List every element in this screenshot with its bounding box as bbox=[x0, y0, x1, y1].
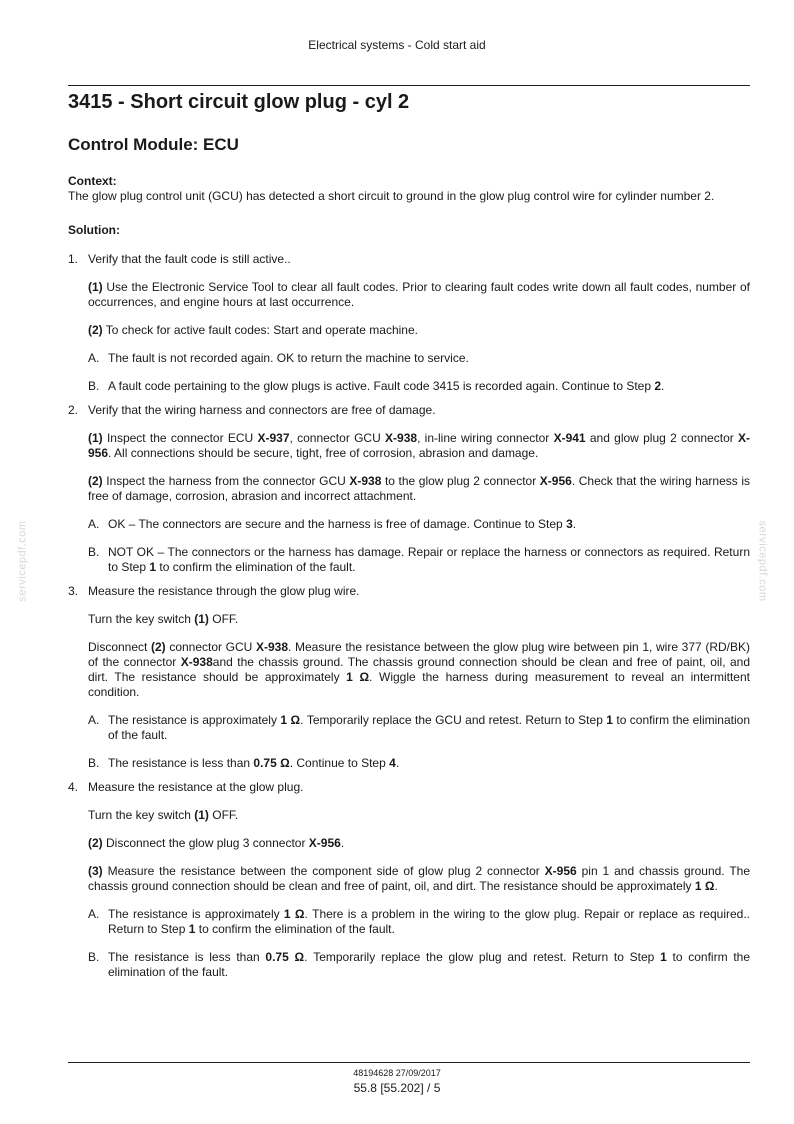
step-number: 3. bbox=[68, 584, 79, 598]
step-4-instruction-1: Turn the key switch (1) OFF. bbox=[88, 808, 239, 822]
step-1-instruction-2: (2) To check for active fault codes: Start and operate machine. bbox=[88, 323, 418, 337]
control-module-heading: Control Module: ECU bbox=[68, 135, 239, 154]
step-4-option-a: A. The resistance is approximately 1 Ω. There is a problem in the wiring to the glow plug. Repair or replace as required.. Return to Step 1 to confirm the elimination of the fault. bbox=[88, 907, 751, 936]
watermark-left: servicepdf.com bbox=[16, 520, 29, 602]
step-2-option-b: B. NOT OK – The connectors or the harness has damage. Repair or replace the harness or connectors as required. Return to Step 1 to confirm the elimination of the fault. bbox=[88, 545, 750, 574]
step-3-option-a: A. The resistance is approximately 1 Ω. Temporarily replace the GCU and retest. Return to Step 1 to confirm the elimination of the fault. bbox=[88, 713, 750, 742]
step-text: Measure the resistance through the glow plug wire. bbox=[88, 584, 360, 598]
step-text: Verify that the wiring harness and connectors are free of damage. bbox=[88, 403, 436, 417]
step-2 bbox=[68, 403, 750, 418]
step-4-instruction-3: (3) Measure the resistance between the component side of glow plug 2 connector X-956 pin 1 and chassis ground. The chassis ground connection should be clean and free of paint, oil, and dirt. The resistance should be approximately 1 Ω. bbox=[88, 864, 751, 893]
step-2-instruction-1: (1) Inspect the connector ECU X-937, connector GCU X-938, in-line wiring connector X-941 and glow plug 2 connector X-956. All connections should be secure, tight, free of corrosion, abrasion and damage. bbox=[88, 431, 751, 460]
page-title: 3415 - Short circuit glow plug - cyl 2 bbox=[68, 91, 410, 113]
step-number: 2. bbox=[68, 403, 79, 417]
document-body bbox=[68, 90, 750, 980]
footer-document-code: 48194628 27/09/2017 bbox=[353, 1068, 441, 1078]
solution-label: Solution: bbox=[68, 223, 120, 237]
step-1-option-a: A. The fault is not recorded again. OK to return the machine to service. bbox=[88, 351, 469, 365]
step-4-option-b: B. The resistance is less than 0.75 Ω. Temporarily replace the glow plug and retest. Return to Step 1 to confirm the elimination of the fault. bbox=[88, 950, 751, 979]
header-rule bbox=[68, 85, 750, 86]
step-number: 4. bbox=[68, 780, 79, 794]
step-3-instruction-1: Turn the key switch (1) OFF. bbox=[88, 612, 239, 626]
step-3-instruction-2: Disconnect (2) connector GCU X-938. Measure the resistance between the glow plug wire between pin 1, wire 377 (RD/BK) of the connector X-938and the chassis ground. The chassis ground connection should be clean and free of paint, oil, and dirt. The resistance should be approximately 1 Ω. Wiggle the harness during measurement to reveal an intermittent condition. bbox=[88, 640, 751, 699]
step-2-option-a: A. OK – The connectors are secure and the harness is free of damage. Continue to Step 3. bbox=[88, 517, 577, 531]
footer-page-number: 55.8 [55.202] / 5 bbox=[353, 1081, 441, 1095]
watermark-right: servicepdf.com bbox=[756, 520, 769, 602]
step-3 bbox=[68, 584, 750, 599]
running-header: Electrical systems - Cold start aid bbox=[308, 38, 486, 52]
step-1 bbox=[68, 252, 750, 267]
footer-rule bbox=[68, 1062, 750, 1063]
step-text: Measure the resistance at the glow plug. bbox=[88, 780, 304, 794]
step-2-instruction-2: (2) Inspect the harness from the connector GCU X-938 to the glow plug 2 connector X-956. Check that the wiring harness is free of damage, corrosion, abrasion and incorrect attachment. bbox=[88, 474, 750, 503]
step-3-option-b: B. The resistance is less than 0.75 Ω. Continue to Step 4. bbox=[88, 756, 400, 770]
step-1-instruction-1: (1) Use the Electronic Service Tool to clear all fault codes. Prior to clearing fault codes write down all fault codes, number of occurrences, and engine hours at last occurrence. bbox=[88, 280, 750, 309]
context-label: Context: bbox=[68, 174, 117, 188]
step-number: 1. bbox=[68, 252, 79, 266]
step-1-option-b: B. A fault code pertaining to the glow plugs is active. Fault code 3415 is recorded again. Continue to Step 2. bbox=[88, 379, 665, 393]
step-text: Verify that the fault code is still active.. bbox=[88, 252, 291, 266]
context-text: The glow plug control unit (GCU) has detected a short circuit to ground in the glow plug control wire for cylinder number 2. bbox=[68, 189, 715, 203]
step-4-instruction-2: (2) Disconnect the glow plug 3 connector X-956. bbox=[88, 836, 345, 850]
step-4 bbox=[68, 780, 750, 795]
